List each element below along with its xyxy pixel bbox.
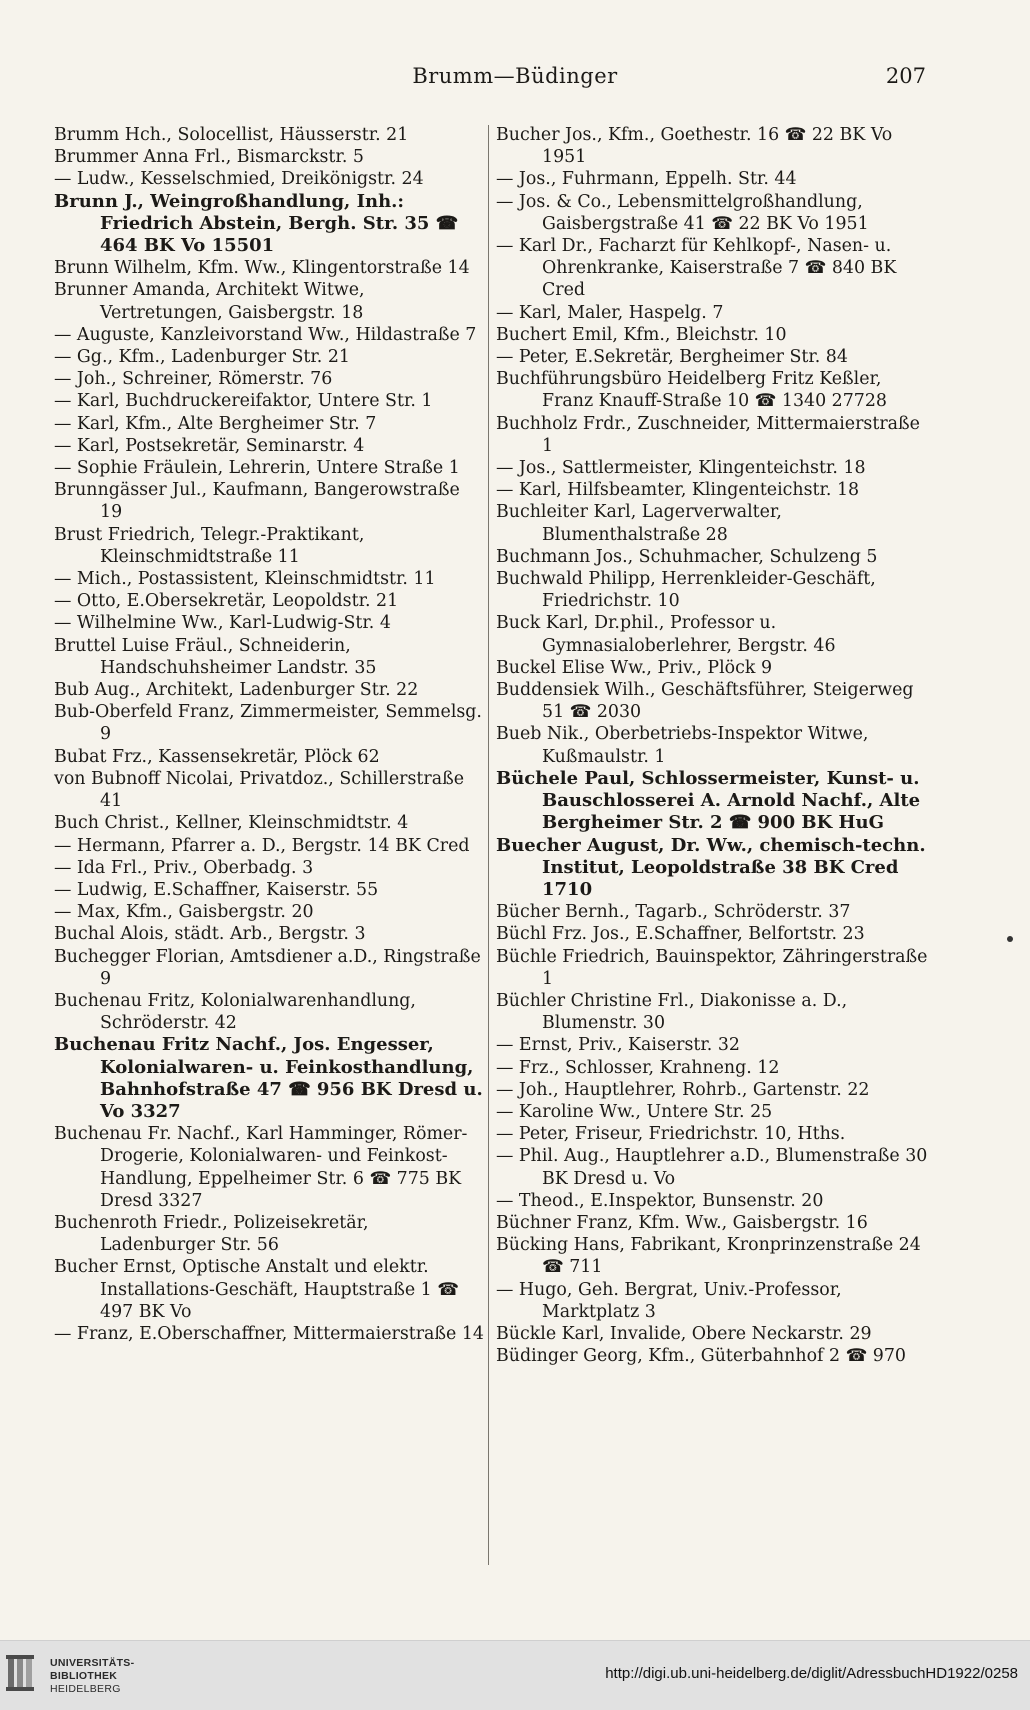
directory-entry: — Peter, E.Sekretär, Bergheimer Str. 84 — [496, 347, 848, 368]
directory-entry: Buchenau Fr. Nachf., Karl Hamminger, Römer-Drogerie, Kolonialwaren- und Feinkost-Handlung, Eppelheimer Str. 6 ☎ 775 BK Dresd 3327 — [54, 1124, 468, 1211]
directory-entry: Buchholz Frdr., Zuschneider, Mittermaierstraße 1 — [496, 413, 920, 456]
directory-entry: — Max, Kfm., Gaisbergstr. 20 — [54, 902, 314, 923]
directory-entry: Buchführungsbüro Heidelberg Fritz Keßler, Franz Knauff-Straße 10 ☎ 1340 27728 — [496, 369, 887, 412]
directory-entry: von Bubnoff Nicolai, Privatdoz., Schillerstraße 41 — [54, 768, 464, 812]
directory-entry: — Mich., Postassistent, Kleinschmidtstr. 11 — [54, 569, 436, 590]
directory-entry: Büdinger Georg, Kfm., Güterbahnhof 2 ☎ 970 — [496, 1346, 906, 1367]
directory-entry: Bruttel Luise Fräul., Schneiderin, Handschuhsheimer Landstr. 35 — [54, 635, 377, 678]
directory-entry: — Hugo, Geh. Bergrat, Univ.-Professor, Marktplatz 3 — [496, 1279, 842, 1322]
directory-entry: Brummer Anna Frl., Bismarckstr. 5 — [54, 147, 364, 168]
directory-entry: — Peter, Friseur, Friedrichstr. 10, Hths. — [496, 1124, 846, 1145]
directory-entry: — Joh., Schreiner, Römerstr. 76 — [54, 369, 333, 390]
directory-entry: Bucher Ernst, Optische Anstalt und elektr. Installations-Geschäft, Hauptstraße 1 ☎ 497 BK Vo — [54, 1257, 459, 1322]
directory-entry: — Jos., Sattlermeister, Klingenteichstr. 18 — [496, 458, 866, 479]
directory-entry: Bucher Jos., Kfm., Goethestr. 16 ☎ 22 BK Vo 1951 — [496, 125, 893, 168]
right-column — [496, 124, 928, 1367]
directory-entry: — Frz., Schlosser, Krahneng. 12 — [496, 1057, 780, 1078]
directory-entry: Buchenau Fritz, Kolonialwarenhandlung, Schröderstr. 42 — [54, 990, 416, 1034]
directory-entry: Bueb Nik., Oberbetriebs-Inspektor Witwe, Kußmaulstr. 1 — [496, 724, 869, 767]
directory-entry: Buchert Emil, Kfm., Bleichstr. 10 — [496, 324, 787, 345]
directory-entry: Buch Christ., Kellner, Kleinschmidtstr. 4 — [54, 813, 409, 834]
directory-entry: — Karl, Maler, Haspelg. 7 — [496, 302, 724, 323]
directory-entry: — Ludwig, E.Schaffner, Kaiserstr. 55 — [54, 879, 379, 900]
directory-entry: Buchegger Florian, Amtsdiener a.D., Ringstraße 9 — [54, 946, 481, 989]
directory-entry: Bückle Karl, Invalide, Obere Neckarstr. 29 — [496, 1323, 872, 1344]
directory-entry: Bub Aug., Architekt, Ladenburger Str. 22 — [54, 680, 419, 701]
directory-entry: Buchwald Philipp, Herrenkleider-Geschäft, Friedrichstr. 10 — [496, 569, 876, 612]
directory-entry: Buecher August, Dr. Ww., chemisch-techn. Institut, Leopoldstraße 38 BK Cred 1710 — [496, 834, 926, 900]
directory-entry: — Hermann, Pfarrer a. D., Bergstr. 14 BK Cred — [54, 835, 470, 856]
directory-entry: Brunn J., Weingroßhandlung, Inh.: Friedrich Abstein, Bergh. Str. 35 ☎ 464 BK Vo 15501 — [54, 190, 459, 257]
directory-entry: Buchmann Jos., Schuhmacher, Schulzeng 5 — [496, 546, 878, 567]
directory-entry: — Theod., E.Inspektor, Bunsenstr. 20 — [496, 1190, 824, 1211]
directory-entry: Buchenau Fritz Nachf., Jos. Engesser, Kolonialwaren- u. Feinkosthandlung, Bahnhofstraße 47 ☎ 956 BK Dresd u. Vo 3327 — [54, 1034, 483, 1122]
logo-text-line-2: BIBLIOTHEK — [50, 1670, 118, 1682]
directory-entry: — Karoline Ww., Untere Str. 25 — [496, 1101, 773, 1122]
directory-entry: — Karl Dr., Facharzt für Kehlkopf-, Nasen- u. Ohrenkranke, Kaiserstraße 7 ☎ 840 BK Cred — [496, 236, 897, 301]
directory-entry: — Karl, Postsekretär, Seminarstr. 4 — [54, 435, 365, 456]
directory-entry: — Gg., Kfm., Ladenburger Str. 21 — [54, 347, 350, 368]
directory-entry: — Joh., Hauptlehrer, Rohrb., Gartenstr. 22 — [496, 1079, 870, 1100]
left-column — [54, 124, 484, 1345]
footer-bar — [0, 1640, 1030, 1710]
directory-entry: — Karl, Buchdruckereifaktor, Untere Str. 1 — [54, 391, 433, 412]
directory-entry: Buck Karl, Dr.phil., Professor u. Gymnasialoberlehrer, Bergstr. 46 — [496, 613, 836, 656]
directory-entry: — Karl, Kfm., Alte Bergheimer Str. 7 — [54, 413, 377, 434]
directory-entry: Bubat Frz., Kassensekretär, Plöck 62 — [54, 746, 380, 767]
directory-entry: Brunngässer Jul., Kaufmann, Bangerowstraße 19 — [54, 480, 460, 523]
university-library-logo-icon — [6, 1655, 40, 1691]
source-url-link[interactable]: http://digi.ub.uni-heidelberg.de/diglit/AdressbuchHD1922/0258 — [605, 1665, 1018, 1682]
directory-entry: Buchal Alois, städt. Arb., Bergstr. 3 — [54, 924, 366, 945]
directory-entry: Buchenroth Friedr., Polizeisekretär, Ladenburger Str. 56 — [54, 1212, 369, 1256]
directory-entry: Buckel Elise Ww., Priv., Plöck 9 — [496, 657, 773, 678]
directory-entry: Büchele Paul, Schlossermeister, Kunst- u. Bauschlosserei A. Arnold Nachf., Alte Bergheimer Str. 2 ☎ 900 BK HuG — [496, 767, 921, 834]
directory-entry: — Ludw., Kesselschmied, Dreikönigstr. 24 — [54, 169, 424, 190]
logo-text-line-1: UNIVERSITÄTS- — [50, 1657, 135, 1669]
column-divider — [488, 125, 489, 1565]
directory-entry: Brust Friedrich, Telegr.-Praktikant, Kleinschmidtstraße 11 — [54, 524, 365, 567]
directory-entry: Buddensiek Wilh., Geschäftsführer, Steigerweg 51 ☎ 2030 — [496, 680, 914, 723]
directory-entry: — Otto, E.Obersekretär, Leopoldstr. 21 — [54, 591, 399, 612]
directory-entry: Bub-Oberfeld Franz, Zimmermeister, Semmelsg. 9 — [54, 702, 482, 745]
directory-entry: — Jos. & Co., Lebensmittelgroßhandlung, Gaisbergstraße 41 ☎ 22 BK Vo 1951 — [496, 191, 869, 234]
margin-dot — [1007, 936, 1013, 942]
directory-entry: Büchler Christine Frl., Diakonisse a. D., Blumenstr. 30 — [496, 990, 848, 1034]
directory-entry: — Wilhelmine Ww., Karl-Ludwig-Str. 4 — [54, 613, 391, 634]
page-number: 207 — [885, 64, 926, 88]
directory-entry: Brunner Amanda, Architekt Witwe, Vertretungen, Gaisbergstr. 18 — [54, 280, 365, 323]
directory-entry: — Karl, Hilfsbeamter, Klingenteichstr. 18 — [496, 480, 860, 501]
directory-entry: — Ida Frl., Priv., Oberbadg. 3 — [54, 857, 314, 878]
directory-entry: Buchleiter Karl, Lagerverwalter, Blumenthalstraße 28 — [496, 502, 782, 545]
directory-entry: Bücher Bernh., Tagarb., Schröderstr. 37 — [496, 902, 851, 923]
directory-entry: Büchle Friedrich, Bauinspektor, Zähringerstraße 1 — [496, 946, 928, 989]
directory-entry: Bücking Hans, Fabrikant, Kronprinzenstraße 24 ☎ 711 — [496, 1235, 921, 1278]
directory-entry: — Phil. Aug., Hauptlehrer a.D., Blumenstraße 30 BK Dresd u. Vo — [496, 1146, 928, 1189]
directory-entry: Büchner Franz, Kfm. Ww., Gaisbergstr. 16 — [496, 1212, 868, 1233]
directory-entry: — Franz, E.Oberschaffner, Mittermaierstraße 14 — [54, 1323, 484, 1344]
directory-entry: Brumm Hch., Solocellist, Häusserstr. 21 — [54, 125, 409, 145]
directory-entry: — Jos., Fuhrmann, Eppelh. Str. 44 — [496, 169, 797, 190]
logo-text-line-3: HEIDELBERG — [50, 1683, 121, 1695]
running-header-title: Brumm—Büdinger — [412, 64, 618, 88]
directory-entry: Büchl Frz. Jos., E.Schaffner, Belfortstr. 23 — [496, 924, 865, 945]
directory-entry: — Sophie Fräulein, Lehrerin, Untere Straße 1 — [54, 458, 460, 479]
directory-entry: — Ernst, Priv., Kaiserstr. 32 — [496, 1035, 740, 1056]
directory-entry: Brunn Wilhelm, Kfm. Ww., Klingentorstraße 14 — [54, 258, 470, 279]
directory-entry: — Auguste, Kanzleivorstand Ww., Hildastraße 7 — [54, 324, 477, 345]
